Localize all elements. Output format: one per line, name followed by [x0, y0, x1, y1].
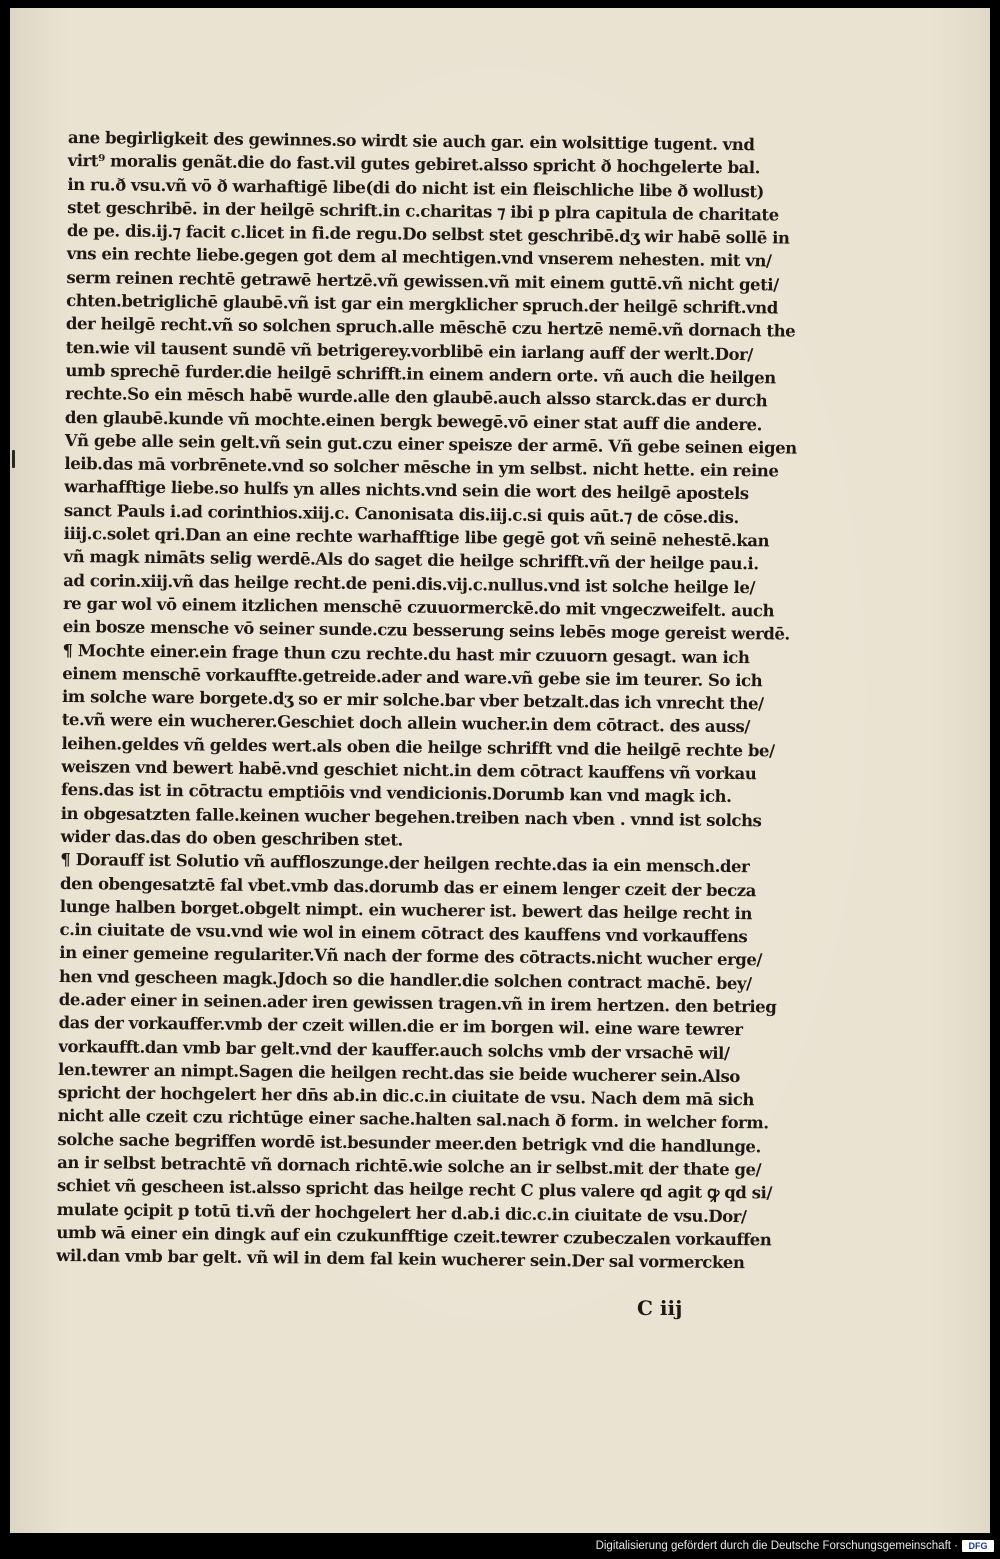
text-line: der heilgē recht.vñ so solchen spruch.alle mēschē czu hertzē nemē.vñ dornach the [65, 314, 796, 342]
text-line: ane begirligkeit des gewinnes.so wirdt sie auch gar. ein wolsittige tugent. vnd [67, 127, 755, 155]
text-line: ¶ Dorauff ist Solutio vñ auffloszunge.der heilgen rechte.das ia ein mensch.der [60, 850, 750, 877]
text-line: in obgesatzten falle.keinen wucher begehen.treiben nach vben . vnnd ist solchs [60, 803, 762, 830]
text-line: vorkaufft.dan vmb bar gelt.vnd der kauffer.auch solchs vmb der vrsachē wil/ [58, 1036, 730, 1063]
text-line: hen vnd gescheen magk.Jdoch so die handler.die solchen contract machē. bey/ [58, 966, 752, 993]
text-line: de.ader einer in seinen.ader iren gewissen tragen.vñ in irem hertzen. den betrieg [58, 989, 777, 1017]
text-line: warhafftige liebe.so hulfs yn alles nichts.vnd sein die wort des heilgē apostels [64, 477, 749, 504]
text-line: an ir selbst betrachtē vñ dornach richtē.wie solche an ir selbst.mit der thate ge/ [57, 1153, 762, 1180]
text-line: c.in ciuitate de vsu.vnd wie wol in einem cōtract des kauffens vnd vorkauffens [59, 920, 748, 947]
text-line: den obengesatztē fal vbet.vmb das.dorumb das er einem lenger czeit der becza [59, 873, 757, 900]
text-line: rechte.So ein mēsch habē wurde.alle den glaubē.auch alsso starck.das er durch [65, 384, 768, 411]
text-line: spricht der hochgelert her dn̄s ab.in dic.c.in ciuitate de vsu. Nach dem mā sich [57, 1083, 755, 1110]
text-line: im solche ware borgete.dʒ so er mir solche.bar vber betzalt.das ich vnrecht the/ [61, 687, 764, 714]
text-line: serm reinen rechtē getrawē hertzē.vñ gewissen.vñ mit einem guttē.vñ nicht geti/ [66, 267, 779, 295]
text-line: schiet vñ gescheen ist.alsso spricht das heilge recht C plus valere qd agit ꝙ qd si/ [56, 1176, 773, 1203]
text-line: vns ein rechte liebe.gegen got dem al mechtigen.vnd vnserem nehesten. mit vn/ [66, 244, 772, 271]
text-line: das der vorkauffer.vmb der czeit willen.die er im borgen wil. eine ware tewrer [58, 1013, 743, 1040]
text-line: de pe. dis.ij.⁊ facit c.licet in fi.de regu.Do selbst stet geschribē.dʒ wir habē sollē in [66, 221, 790, 248]
text-line: lunge halben borget.obgelt nimpt. ein wucherer ist. bewert das heilge recht in [59, 896, 753, 924]
text-line: len.tewrer an nimpt.Sagen die heilgen recht.das sie beide wucherer sein.Also [58, 1059, 741, 1086]
text-line: ¶ Mochte einer.ein frage thun czu rechte.du hast mir czuuorn gesagt. wan ich [62, 640, 750, 667]
text-line: chten.betriglichē glaubē.vñ ist gar ein mergklicher spruch.der heilgē schrift.vnd [66, 291, 778, 318]
text-line: mulate ꝯcipit p totū ti.vñ der hochgelert her d.ab.i dic.c.in ciuitate de vsu.Dor/ [56, 1199, 747, 1226]
page-signature: C iij [637, 1296, 683, 1320]
text-line: iiij.c.solet qri.Dan an eine rechte warhafftige libe gegē got vñ seinē nehestē.kan [63, 524, 770, 551]
text-line: wil.dan vmb bar gelt. vñ wil in dem fal kein wucherer sein.Der sal vormercken [56, 1246, 745, 1273]
text-line: re gar wol vō einem itzlichen menschē czuuormerckē.do mit vngeczweifelt. auch [62, 593, 775, 621]
text-line: te.vñ were ein wucherer.Geschiet doch allein wucher.in dem cōtract. des auss/ [61, 710, 750, 737]
text-line: in einer gemeine regulariter.Vñ nach der forme des cōtracts.nicht wucher erge/ [59, 943, 763, 970]
text-line: weiszen vnd bewert habē.vnd geschiet nicht.in dem cōtract kauffens vñ vorkau [61, 756, 757, 784]
text-line: sanct Pauls i.ad corinthios.xiij.c. Canonisata dis.iij.c.si quis aūt.⁊ de cōse.dis. [63, 500, 739, 527]
text-line: nicht alle czeit czu richtūge einer sache.halten sal.nach ð form. in welcher form. [57, 1106, 769, 1133]
text-line: stet geschribē. in der heilgē schrift.in c.charitas ⁊ ibi p plra capitula de charitate [67, 197, 779, 225]
scanned-page [10, 8, 990, 1533]
funding-credit: Digitalisierung gefördert durch die Deutsche Forschungsgemeinschaft · [595, 1540, 958, 1552]
text-line: vñ magk nimāts selig werdē.Als do saget die heilge schrifft.vñ der heilge pau.i. [63, 547, 759, 574]
text-line: einem menschē vorkauffte.getreide.ader and ware.vñ gebe sie im teurer. So ich [62, 663, 763, 691]
text-line: ad corin.xiij.vñ das heilge recht.de peni.dis.vij.c.nullus.vnd ist solche heilge le/ [63, 570, 756, 597]
text-line: in ru.ð vsu.vñ vō ð warhaftigē libe(di do nicht ist ein fleischliche libe ð wollust) [67, 174, 765, 201]
text-line: solche sache begriffen wordē ist.besunder meer.den betrigk vnd die handlunge. [57, 1129, 761, 1157]
text-line: wider das.das do oben geschriben stet. [60, 826, 403, 850]
text-line: umb sprechē furder.die heilgē schrifft.in einem andern orte. vñ auch die heilgen [65, 360, 776, 388]
text-line: umb wā einer ein dingk auf ein czukunfftige czeit.tewrer czubeczalen vorkauffen [56, 1222, 772, 1250]
body-text [56, 126, 813, 1275]
text-line: Vñ gebe alle sein gelt.vñ sein gut.czu einer speisze der armē. Vñ gebe seinen eigen [64, 430, 797, 458]
text-line: den glaubē.kunde vñ mochte.einen bergk bewegē.vō einer stat auff die andere. [64, 407, 763, 434]
text-line: leihen.geldes vñ geldes wert.als oben die heilge schrifft vnd die heilgē rechte be/ [61, 733, 775, 761]
text-line: leib.das mā vorbrēnete.vnd so solcher mēsche in ym selbst. nicht hette. ein reine [64, 454, 779, 481]
dfg-logo: DFG [962, 1540, 994, 1552]
text-line: ein bosze mensche vō seiner sunde.czu besserung seins lebēs moge gereist werdē. [62, 617, 790, 644]
margin-mark [12, 450, 15, 468]
text-line: ten.wie vil tausent sundē vñ betrigerey.vorblibē ein iarlang auff der werlt.Dor/ [65, 337, 754, 364]
text-line: virt⁹ moralis genãt.die do fast.vil gutes gebiret.alsso spricht ð hochgelerte bal. [67, 151, 761, 178]
text-line: fens.das ist in cōtractu emptiōis vnd vendicionis.Dorumb kan vnd magk ich. [60, 780, 732, 807]
